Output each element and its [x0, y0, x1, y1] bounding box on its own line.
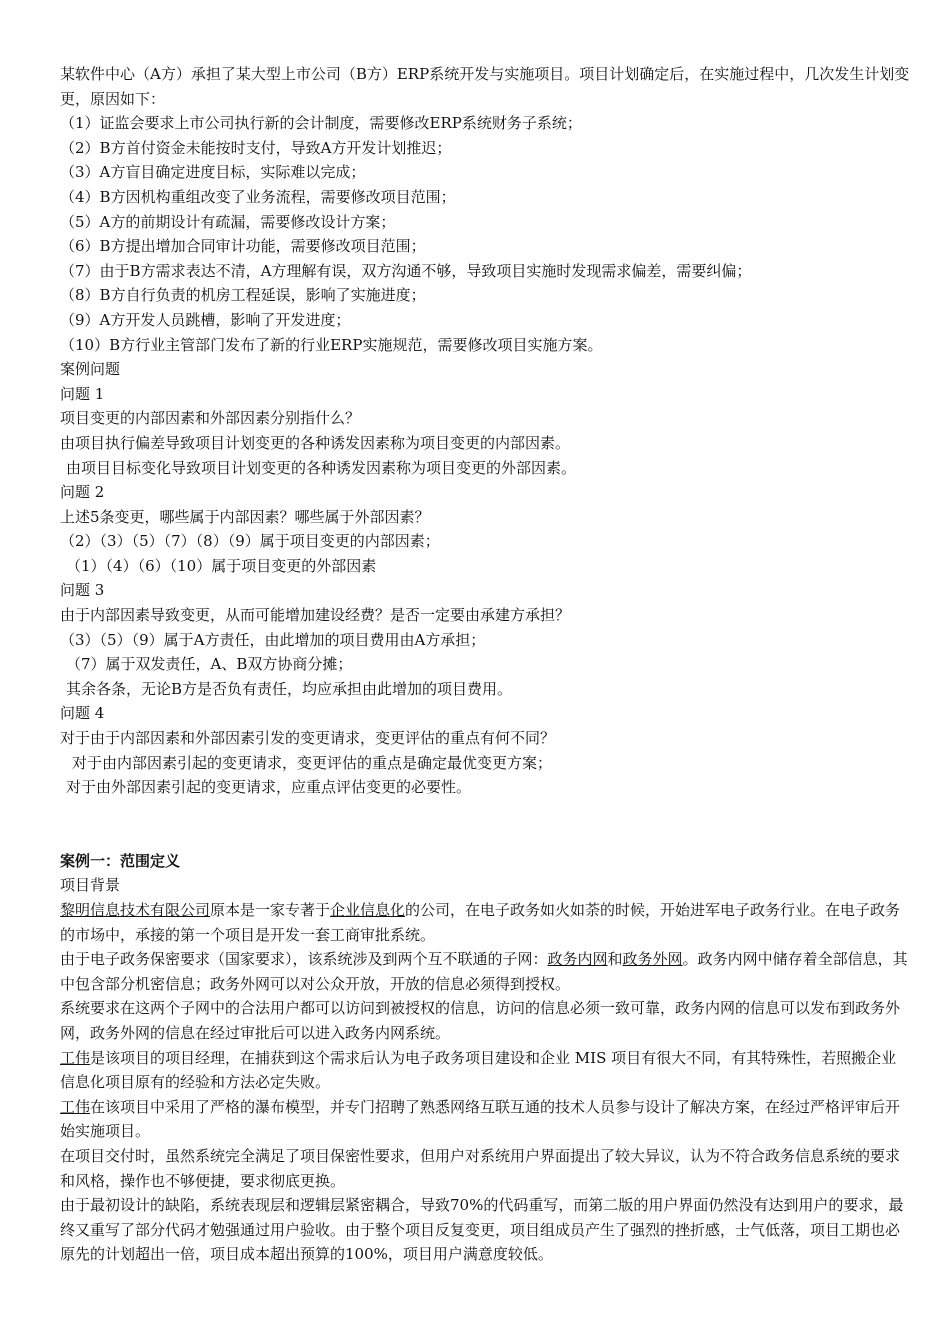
reason-item: （1）证监会要求上市公司执行新的会计制度，需要修改ERP系统财务子系统；: [60, 114, 582, 133]
paragraph-text: 是该项目的项目经理，在捕获到这个需求后认为电子政务项目建设和企业 MIS 项目有很大不同，有其特殊性，若照搬企业信息化项目原有的经验和方法必定失败。: [60, 1048, 897, 1092]
question-3-text: 由于内部因素导致变更，从而可能增加建设经费？是否一定要由承建方承担？: [60, 606, 571, 625]
case1-paragraph-2: [60, 947, 910, 996]
section-gap: [60, 800, 910, 849]
question-2-answer: （1）（4）（6）（10）属于项目变更的外部因素: [66, 556, 377, 575]
person-name: 工伟: [60, 1048, 91, 1067]
question-1-answer: 由项目执行偏差导致项目计划变更的各种诱发因素称为项目变更的内部因素。: [60, 433, 571, 452]
paragraph-text: 原本是一家专著于: [210, 901, 331, 919]
case1-heading: 案例一：范围定义: [60, 851, 181, 870]
reason-item: （2）B方首付资金未能按时支付，导致A方开发计划推迟；: [60, 138, 452, 157]
question-4-title: 问题 4: [60, 704, 105, 723]
question-1-text: 项目变更的内部因素和外部因素分别指什么？: [60, 409, 361, 428]
intro-paragraph: 某软件中心（A方）承担了某大型上市公司（B方）ERP系统开发与实施项目。项目计划确定后，在实施过程中，几次发生计划变更，原因如下：: [60, 65, 910, 108]
case1-paragraph-3: 系统要求在这两个子网中的合法用户都可以访问到被授权的信息，访问的信息必须一致可靠，政务内网的信息可以发布到政务外网，政务外网的信息在经过审批后可以进入政务内网系统。: [60, 999, 901, 1042]
question-1-answer: 由项目目标变化导致项目计划变更的各种诱发因素称为项目变更的外部因素。: [66, 458, 577, 477]
question-2-text: 上述5条变更，哪些属于内部因素？哪些属于外部因素？: [60, 507, 430, 526]
person-name: 工伟: [60, 1097, 91, 1116]
term-enterprise-informatization: 企业信息化: [330, 901, 406, 919]
paragraph-text: 的公司，在电子政务如火如荼的时候，开始进军电子政务行业。在电子政务的市场中，承接的第一个项目是开发一套工商审批系统。: [60, 901, 901, 944]
question-1-title: 问题 1: [60, 384, 105, 403]
question-4-answer: 对于由外部因素引起的变更请求，应重点评估变更的必要性。: [66, 778, 472, 797]
case1-paragraph-1: [60, 898, 910, 947]
reason-item: （8）B方自行负责的机房工程延误，影响了实施进度；: [60, 286, 426, 305]
question-3-answer: （3）（5）（9）属于A方责任，由此增加的项目费用由A方承担；: [60, 630, 486, 649]
question-3-title: 问题 3: [60, 581, 105, 600]
question-3-answer: 其余各条，无论B方是否负有责任，均应承担由此增加的项目费用。: [66, 679, 513, 698]
term-internal-network: 政务内网: [547, 950, 608, 969]
case1-background-label: 项目背景: [60, 876, 121, 895]
question-4-text: 对于由于内部因素和外部因素引发的变更请求，变更评估的重点有何不同？: [60, 729, 556, 748]
paragraph-text: 由于电子政务保密要求（国家要求），该系统涉及到两个互不联通的子网：: [60, 950, 548, 969]
case1-paragraph-4: [60, 1046, 910, 1095]
paragraph-text: 在该项目中采用了严格的瀑布模型，并专门招聘了熟悉网络互联互通的技术人员参与设计了解决方案，在经过严格评审后开始实施项目。: [60, 1097, 901, 1141]
paragraph-text: 和: [607, 950, 623, 969]
case1-paragraph-6: 在项目交付时，虽然系统完全满足了项目保密性要求，但用户对系统用户界面提出了较大异议，认为不符合政务信息系统的要求和风格，操作也不够便捷，要求彻底更换。: [60, 1146, 901, 1190]
reason-item: （5）A方的前期设计有疏漏，需要修改设计方案；: [60, 212, 396, 231]
case-questions-label: 案例问题: [60, 360, 121, 379]
reason-item: （6）B方提出增加合同审计功能，需要修改项目范围；: [60, 237, 426, 256]
reason-item: （7）由于B方需求表达不清，A方理解有误，双方沟通不够，导致项目实施时发现需求偏差，需要纠偏；: [60, 261, 752, 280]
reason-item: （4）B方因机构重组改变了业务流程，需要修改项目范围；: [60, 187, 456, 206]
term-external-network: 政务外网: [622, 950, 683, 969]
document-page: [60, 62, 910, 1267]
question-2-answer: （2）（3）（5）（7）（8）（9）属于项目变更的内部因素；: [60, 532, 440, 551]
question-2-title: 问题 2: [60, 483, 105, 502]
company-name: 黎明信息技术有限公司: [60, 901, 211, 919]
question-3-answer: （7）属于双发责任，A、B双方协商分摊；: [66, 655, 353, 674]
reason-item: （3）A方盲目确定进度目标，实际难以完成；: [60, 163, 366, 182]
case1-paragraph-5: [60, 1095, 910, 1144]
paragraph-text: 。政务内网中储存着全部信息，其中包含部分机密信息；政务外网可以对公众开放，开放的信息必须得到授权。: [60, 950, 908, 993]
reason-item: （10）B方行业主管部门发布了新的行业ERP实施规范，需要修改项目实施方案。: [60, 335, 603, 354]
case1-paragraph-7: 由于最初设计的缺陷，系统表现层和逻辑层紧密耦合，导致70%的代码重写，而第二版的用户界面仍然没有达到用户的要求，最终又重写了部分代码才勉强通过用户验收。由于整个项目反复变更，项目组成员产生了强烈的挫折感，士气低落，项目工期也必原先的计划超出一倍，项目成本超出预算的100%，项目用户满意度较低。: [60, 1196, 904, 1264]
question-4-answer: 对于由内部因素引起的变更请求，变更评估的重点是确定最优变更方案；: [72, 753, 553, 772]
reason-item: （9）A方开发人员跳槽，影响了开发进度；: [60, 310, 351, 329]
change-reasons-list: [60, 111, 910, 357]
